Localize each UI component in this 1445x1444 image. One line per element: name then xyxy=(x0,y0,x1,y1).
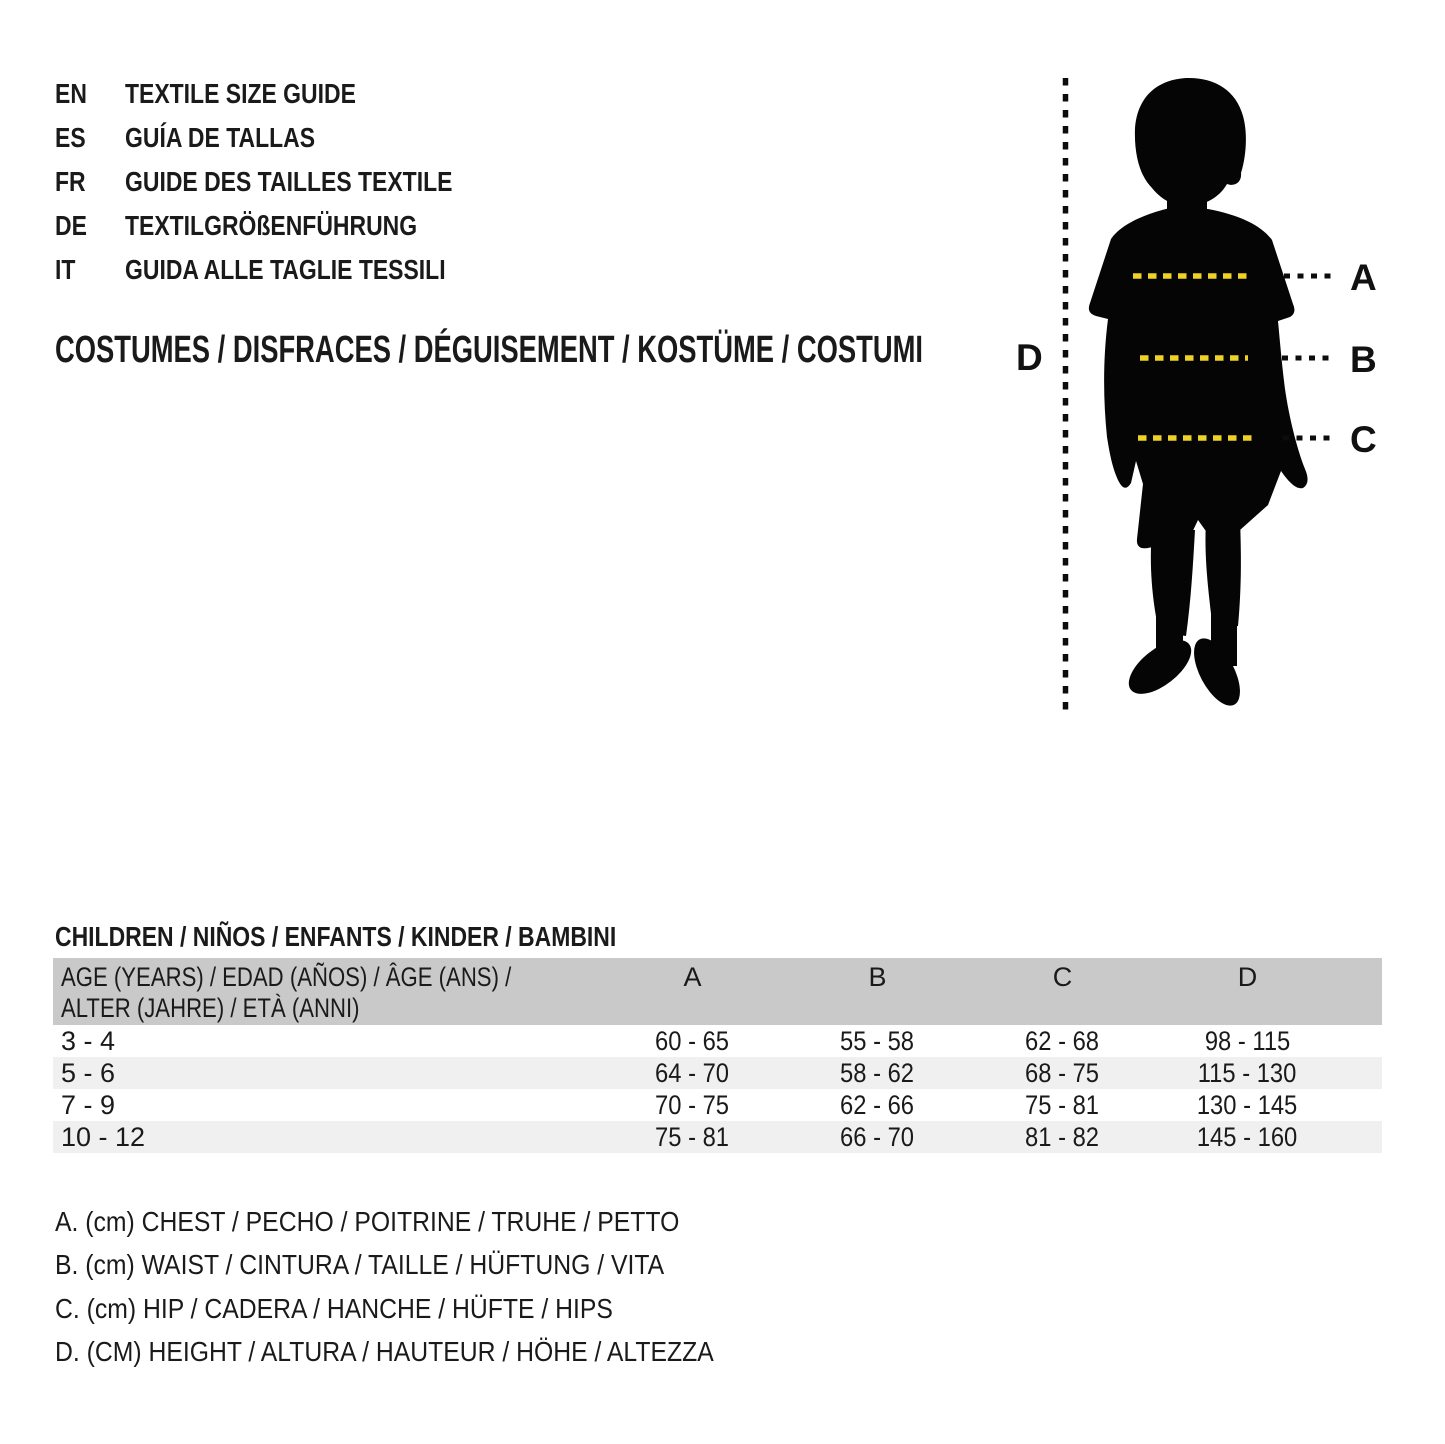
legend-hip: C. (cm) HIP / CADERA / HANCHE / HÜFTE / HIPS xyxy=(55,1292,613,1324)
waist-cell: 58 - 62 xyxy=(840,1058,915,1088)
label-b: B xyxy=(1350,339,1377,380)
column-header-d: D xyxy=(1237,962,1258,992)
language-row xyxy=(55,72,524,116)
waist-cell: 62 - 66 xyxy=(840,1090,915,1120)
chest-cell: 60 - 65 xyxy=(655,1026,730,1056)
chest-cell: 70 - 75 xyxy=(655,1090,730,1120)
hip-cell: 81 - 82 xyxy=(1025,1122,1100,1152)
hip-cell: 75 - 81 xyxy=(1025,1090,1100,1120)
language-title: GUIDA ALLE TAGLIE TESSILI xyxy=(125,254,446,285)
table-row xyxy=(53,1121,1382,1153)
language-row xyxy=(55,248,524,292)
hip-cell: 62 - 68 xyxy=(1025,1026,1100,1056)
age-cell: 5 - 6 xyxy=(61,1058,116,1088)
height-cell: 130 - 145 xyxy=(1197,1090,1298,1120)
column-header-c: C xyxy=(1052,962,1073,992)
table-row xyxy=(53,1089,1382,1121)
hip-cell: 68 - 75 xyxy=(1025,1058,1100,1088)
language-row xyxy=(55,116,524,160)
size-table-header xyxy=(53,958,1382,1025)
table-row xyxy=(53,1057,1382,1089)
language-code: EN xyxy=(55,78,87,109)
language-code: IT xyxy=(55,254,76,285)
label-c: C xyxy=(1350,419,1377,460)
table-row xyxy=(53,1025,1382,1057)
legend-height: D. (CM) HEIGHT / ALTURA / HAUTEUR / HÖHE / ALTEZZA xyxy=(55,1335,714,1367)
child-silhouette-icon xyxy=(1089,78,1308,713)
language-title: TEXTILE SIZE GUIDE xyxy=(125,78,356,109)
waist-cell: 55 - 58 xyxy=(840,1026,915,1056)
language-title: GUIDE DES TAILLES TEXTILE xyxy=(125,166,453,197)
category-line: COSTUMES / DISFRACES / DÉGUISEMENT / KOSTÜME / COSTUMI xyxy=(55,329,923,371)
height-cell: 98 - 115 xyxy=(1204,1026,1291,1056)
legend-waist: B. (cm) WAIST / CINTURA / TAILLE / HÜFTUNG / VITA xyxy=(55,1249,665,1281)
age-cell: 3 - 4 xyxy=(61,1026,116,1056)
language-row xyxy=(55,204,524,248)
label-d: D xyxy=(1016,337,1043,378)
age-cell: 7 - 9 xyxy=(61,1090,116,1120)
language-list xyxy=(55,72,524,292)
measurement-legend xyxy=(55,1200,787,1373)
language-title: GUÍA DE TALLAS xyxy=(125,122,316,153)
height-cell: 145 - 160 xyxy=(1197,1122,1298,1152)
column-header-b: B xyxy=(868,962,887,992)
language-row xyxy=(55,160,524,204)
language-title: TEXTILGRÖßENFÜHRUNG xyxy=(125,210,418,241)
size-table xyxy=(53,958,1382,1153)
age-column-header: AGE (YEARS) / EDAD (AÑOS) / ÂGE (ANS) / ALTER (JAHRE) / ETÀ (ANNI) xyxy=(61,962,512,1023)
language-code: ES xyxy=(55,122,86,153)
column-header-a: A xyxy=(683,962,702,992)
table-section-title: CHILDREN / NIÑOS / ENFANTS / KINDER / BAMBINI xyxy=(55,921,617,952)
chest-cell: 64 - 70 xyxy=(655,1058,730,1088)
size-diagram xyxy=(1000,60,1445,730)
height-cell: 115 - 130 xyxy=(1198,1058,1297,1088)
chest-cell: 75 - 81 xyxy=(655,1122,730,1152)
waist-cell: 66 - 70 xyxy=(840,1122,915,1152)
legend-chest: A. (cm) CHEST / PECHO / POITRINE / TRUHE / PETTO xyxy=(55,1206,680,1237)
language-code: DE xyxy=(55,210,87,241)
age-cell: 10 - 12 xyxy=(61,1122,146,1152)
language-code: FR xyxy=(55,166,86,197)
label-a: A xyxy=(1350,257,1377,298)
